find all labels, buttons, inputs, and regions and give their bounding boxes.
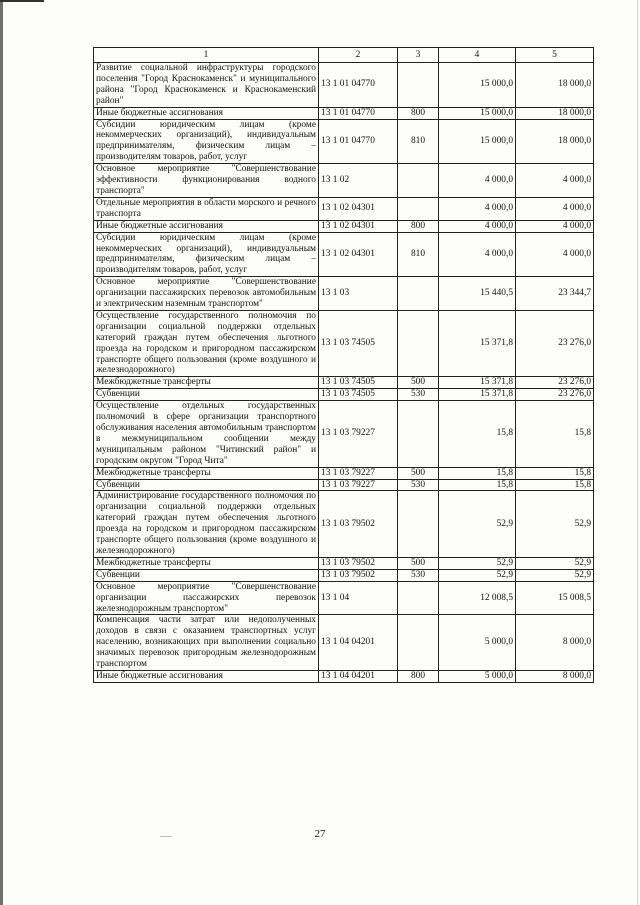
row-type: 800	[398, 670, 439, 682]
row-value-col-5: 15 008,5	[516, 581, 594, 615]
row-name: Субвенции	[94, 389, 319, 401]
row-value-col-5: 4 000,0	[516, 232, 594, 277]
row-value-col-5: 52,9	[516, 569, 594, 581]
row-code: 13 1 03 74505	[319, 310, 398, 376]
row-name: Компенсация части затрат или недополученных доходов в связи с оказанием транспортных услуг населению, возникающих при выполнении социально значимых перевозок пригородным железнодорожным транспортом	[94, 615, 319, 671]
row-code: 13 1 01 04770	[319, 63, 398, 108]
table-row	[94, 401, 594, 467]
row-code: 13 1 02	[319, 164, 398, 198]
row-value-col-4: 15 000,0	[439, 63, 516, 108]
table-row	[94, 277, 594, 311]
row-type: 800	[398, 220, 439, 232]
row-value-col-5: 15,8	[516, 467, 594, 479]
row-name: Субвенции	[94, 569, 319, 581]
header-col-1: 1	[94, 48, 319, 63]
table-row	[94, 63, 594, 108]
table-header	[94, 48, 594, 63]
row-value-col-4: 15,8	[439, 467, 516, 479]
scan-top-mark	[0, 0, 44, 2]
row-value-col-4: 52,9	[439, 491, 516, 557]
row-value-col-4: 15 371,8	[439, 377, 516, 389]
table-row	[94, 232, 594, 277]
row-value-col-4: 4 000,0	[439, 220, 516, 232]
row-name: Осуществление отдельных государственных полномочий в сфере организации транспортного обслуживания населения автомобильным транспортом в межмуниципальном сообщении между муниципальным районом "Читинский район" и городским округом "Город Чита"	[94, 401, 319, 467]
row-value-col-4: 4 000,0	[439, 232, 516, 277]
row-code: 13 1 04	[319, 581, 398, 615]
row-value-col-4: 52,9	[439, 569, 516, 581]
row-value-col-5: 23 344,7	[516, 277, 594, 311]
row-name: Отдельные мероприятия в области морского и речного транспорта	[94, 197, 319, 220]
table-row	[94, 389, 594, 401]
row-type: 530	[398, 479, 439, 491]
row-name: Иные бюджетные ассигнования	[94, 670, 319, 682]
row-name: Основное мероприятие "Совершенствование организации пассажирских перевозок железнодорожным транспортом"	[94, 581, 319, 615]
table-row	[94, 197, 594, 220]
row-name: Основное мероприятие "Совершенствование эффективности функционирования водного транспорта"	[94, 164, 319, 198]
row-name: Межбюджетные трансферты	[94, 377, 319, 389]
table-row	[94, 220, 594, 232]
row-value-col-5: 8 000,0	[516, 670, 594, 682]
row-type	[398, 401, 439, 467]
row-value-col-4: 15 440,5	[439, 277, 516, 311]
row-name: Межбюджетные трансферты	[94, 467, 319, 479]
header-col-4: 4	[439, 48, 516, 63]
row-value-col-4: 52,9	[439, 557, 516, 569]
row-code: 13 1 02 04301	[319, 220, 398, 232]
row-type	[398, 164, 439, 198]
row-type: 810	[398, 232, 439, 277]
row-value-col-4: 4 000,0	[439, 197, 516, 220]
row-type	[398, 615, 439, 671]
row-name: Иные бюджетные ассигнования	[94, 107, 319, 119]
row-type: 500	[398, 377, 439, 389]
scan-right-edge	[637, 0, 638, 905]
row-value-col-4: 15,8	[439, 401, 516, 467]
row-value-col-5: 8 000,0	[516, 615, 594, 671]
row-code: 13 1 03 79227	[319, 479, 398, 491]
row-name: Администрирование государственного полномочия по организации социальной поддержки отдельных категорий граждан путем обеспечения льготного проезда на городском и пригородном пассажирском транспорте общего пользования (кроме воздушного и железнодорожного)	[94, 491, 319, 557]
row-code: 13 1 03 79227	[319, 467, 398, 479]
header-col-2: 2	[319, 48, 398, 63]
row-value-col-5: 15,8	[516, 479, 594, 491]
row-type	[398, 197, 439, 220]
table-row	[94, 670, 594, 682]
row-value-col-4: 12 008,5	[439, 581, 516, 615]
row-value-col-4: 4 000,0	[439, 164, 516, 198]
row-name: Субсидии юридическим лицам (кроме некоммерческих организаций), индивидуальным предпринимателям, физическим лицам – производителям товаров, работ, услуг	[94, 232, 319, 277]
row-value-col-4: 15 371,8	[439, 310, 516, 376]
table-row	[94, 119, 594, 164]
row-type: 530	[398, 389, 439, 401]
row-name: Субвенции	[94, 479, 319, 491]
row-type: 800	[398, 107, 439, 119]
row-value-col-5: 18 000,0	[516, 119, 594, 164]
table-row	[94, 569, 594, 581]
page-number: 27	[314, 828, 326, 840]
row-code: 13 1 04 04201	[319, 615, 398, 671]
row-value-col-5: 18 000,0	[516, 63, 594, 108]
row-name: Иные бюджетные ассигнования	[94, 220, 319, 232]
row-code: 13 1 03 79502	[319, 491, 398, 557]
row-value-col-5: 15,8	[516, 401, 594, 467]
table-row	[94, 377, 594, 389]
row-name: Осуществление государственного полномочия по организации социальной поддержки отдельных категорий граждан путем обеспечения льготного проезда на городском и пригородном пассажирском транспорте общего пользования (кроме воздушного и железнодорожного)	[94, 310, 319, 376]
table-row	[94, 467, 594, 479]
budget-table	[93, 47, 594, 683]
row-type	[398, 277, 439, 311]
row-value-col-4: 15 000,0	[439, 119, 516, 164]
row-code: 13 1 01 04770	[319, 119, 398, 164]
row-value-col-5: 52,9	[516, 557, 594, 569]
table-row	[94, 310, 594, 376]
row-code: 13 1 03 74505	[319, 389, 398, 401]
row-value-col-5: 4 000,0	[516, 220, 594, 232]
row-value-col-5: 18 000,0	[516, 107, 594, 119]
row-name: Межбюджетные трансферты	[94, 557, 319, 569]
row-code: 13 1 03 79227	[319, 401, 398, 467]
table-row	[94, 107, 594, 119]
table-row	[94, 479, 594, 491]
row-code: 13 1 02 04301	[319, 232, 398, 277]
row-type	[398, 491, 439, 557]
row-type	[398, 63, 439, 108]
row-value-col-5: 23 276,0	[516, 310, 594, 376]
header-col-5: 5	[516, 48, 594, 63]
row-type: 530	[398, 569, 439, 581]
row-value-col-5: 4 000,0	[516, 197, 594, 220]
row-name: Субсидии юридическим лицам (кроме некоммерческих организаций), индивидуальным предпринимателям, физическим лицам – производителям товаров, работ, услуг	[94, 119, 319, 164]
row-code: 13 1 02 04301	[319, 197, 398, 220]
row-name: Основное мероприятие "Совершенствование организации пассажирских перевозок автомобильным и электрическим наземным транспортом"	[94, 277, 319, 311]
row-type: 810	[398, 119, 439, 164]
row-code: 13 1 03	[319, 277, 398, 311]
row-type	[398, 310, 439, 376]
table-row	[94, 557, 594, 569]
row-value-col-4: 5 000,0	[439, 615, 516, 671]
scan-left-edge	[0, 0, 3, 905]
row-value-col-4: 5 000,0	[439, 670, 516, 682]
header-col-3: 3	[398, 48, 439, 63]
table-row	[94, 615, 594, 671]
row-type: 500	[398, 557, 439, 569]
header-row	[94, 48, 594, 63]
row-value-col-4: 15 000,0	[439, 107, 516, 119]
table-row	[94, 164, 594, 198]
row-value-col-4: 15 371,8	[439, 389, 516, 401]
row-code: 13 1 03 79502	[319, 557, 398, 569]
row-type: 500	[398, 467, 439, 479]
table-row	[94, 581, 594, 615]
row-value-col-5: 23 276,0	[516, 389, 594, 401]
row-value-col-4: 15,8	[439, 479, 516, 491]
row-value-col-5: 52,9	[516, 491, 594, 557]
row-name: Развитие социальной инфраструктуры городского поселения "Город Краснокаменск" и муниципального района "Город Краснокаменск и Краснокаменский район"	[94, 63, 319, 108]
row-code: 13 1 04 04201	[319, 670, 398, 682]
table-row	[94, 491, 594, 557]
table-body	[94, 63, 594, 683]
row-value-col-5: 23 276,0	[516, 377, 594, 389]
row-type	[398, 581, 439, 615]
row-code: 13 1 01 04770	[319, 107, 398, 119]
row-code: 13 1 03 79502	[319, 569, 398, 581]
row-code: 13 1 03 74505	[319, 377, 398, 389]
row-value-col-5: 4 000,0	[516, 164, 594, 198]
